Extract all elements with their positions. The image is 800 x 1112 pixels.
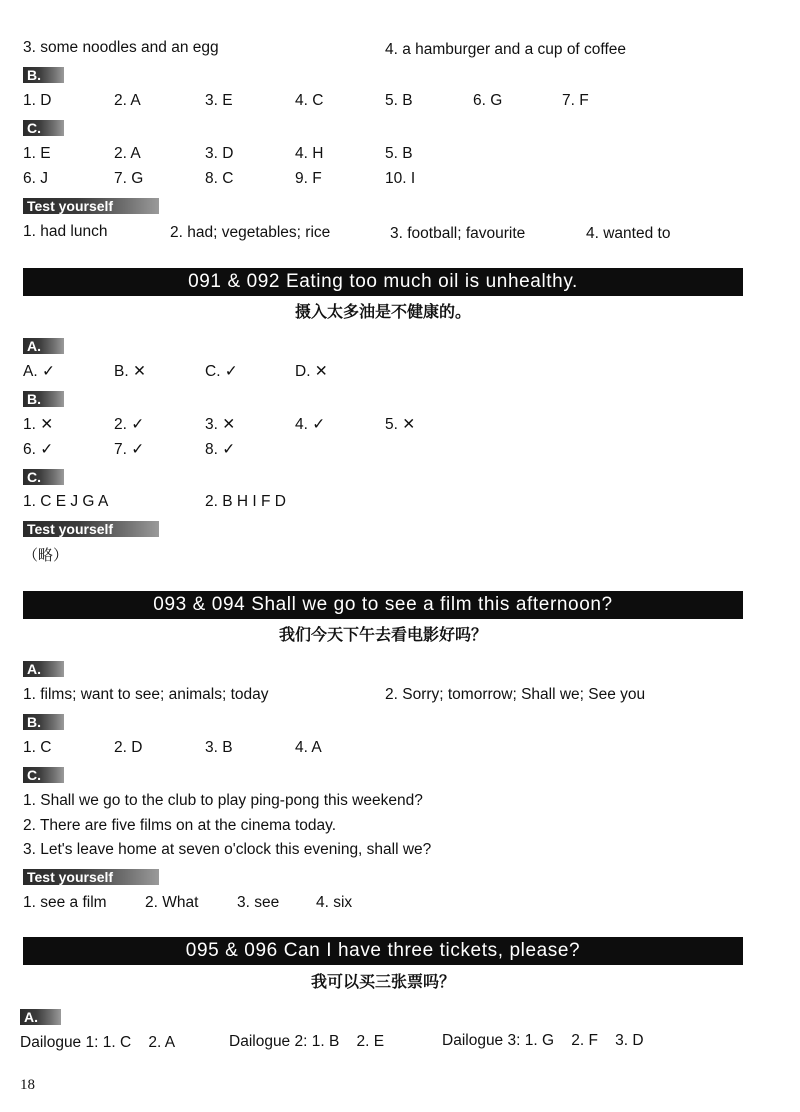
answer-item: 8. ✓ <box>205 441 236 458</box>
answer-item: 7. F <box>562 92 589 109</box>
answer-item: 4. wanted to <box>586 225 671 242</box>
answer-item: 4. six <box>316 894 353 911</box>
section-label-a: A. <box>23 661 64 677</box>
answer-item: C. ✓ <box>205 363 238 380</box>
answer-item: 1. had lunch <box>23 223 108 240</box>
answer-item: 3. football; favourite <box>390 225 526 242</box>
answer-item: 4. C <box>295 92 324 109</box>
answer-item: 7. ✓ <box>114 441 145 458</box>
answer-item: 6. ✓ <box>23 441 54 458</box>
lesson-banner: 095 & 096 Can I have three tickets, please? <box>23 937 743 965</box>
answer-item: B. ✕ <box>114 363 146 380</box>
section-label-a: A. <box>23 338 64 354</box>
answer-item: 3. B <box>205 739 233 756</box>
lesson-subtitle: 我可以买三张票吗？ <box>310 972 455 991</box>
section-label-b: B. <box>23 67 64 83</box>
answer-item: 1. see a film <box>23 894 107 911</box>
section-label-b: B. <box>23 391 64 407</box>
answer-item: 1. C <box>23 739 52 756</box>
answer-item: 7. G <box>114 170 144 187</box>
answer-item: 1. films; want to see; animals; today <box>23 686 269 703</box>
lesson-banner: 093 & 094 Shall we go to see a film this afternoon? <box>23 591 743 619</box>
answer-sentence: 2. There are five films on at the cinema today. <box>23 817 337 834</box>
answer-item: 1. D <box>23 92 52 109</box>
answer-item: 4. H <box>295 145 324 162</box>
page-number: 18 <box>20 1077 35 1093</box>
answer-item: 2. D <box>114 739 143 756</box>
section-label-c: C. <box>23 120 64 136</box>
answer-item: 3. some noodles and an egg <box>23 39 219 56</box>
answer-item: 2. had; vegetables; rice <box>170 224 331 241</box>
answer-item: （略） <box>23 546 69 564</box>
section-label-c: C. <box>23 469 64 485</box>
lesson-subtitle: 我们今天下午去看电影好吗？ <box>278 625 487 644</box>
section-label-c: C. <box>23 767 64 783</box>
answer-item: 1. ✕ <box>23 416 54 433</box>
answer-item: 3. ✕ <box>205 416 236 433</box>
section-label-test-yourself: Test yourself <box>23 521 159 537</box>
section-label-b: B. <box>23 714 64 730</box>
answer-item: Dailogue 3: 1. G 2. F 3. D <box>442 1032 644 1049</box>
answer-item: 2. A <box>114 92 141 109</box>
answer-item: 4. ✓ <box>295 416 326 433</box>
answer-item: 1. E <box>23 145 51 162</box>
answer-item: 10. I <box>385 170 416 187</box>
answer-item: 9. F <box>295 170 322 187</box>
lesson-banner: 091 & 092 Eating too much oil is unhealthy. <box>23 268 743 296</box>
answer-item: 5. ✕ <box>385 416 416 433</box>
answer-item: A. ✓ <box>23 363 55 380</box>
answer-item: 4. a hamburger and a cup of coffee <box>385 41 626 58</box>
answer-item: 2. ✓ <box>114 416 145 433</box>
answer-item: 6. J <box>23 170 48 187</box>
answer-item: 5. B <box>385 145 413 162</box>
section-label-test-yourself: Test yourself <box>23 198 159 214</box>
answer-sentence: 3. Let's leave home at seven o'clock this evening, shall we? <box>23 841 432 858</box>
answer-item: 3. D <box>205 145 234 162</box>
answer-item: D. ✕ <box>295 363 328 380</box>
answer-item: 2. Sorry; tomorrow; Shall we; See you <box>385 686 646 703</box>
answer-item: 2. A <box>114 145 141 162</box>
answer-item: 2. What <box>145 894 199 911</box>
answer-item: 3. E <box>205 92 233 109</box>
answer-item: 3. see <box>237 894 280 911</box>
answer-item: Dailogue 1: 1. C 2. A <box>20 1034 176 1051</box>
lesson-subtitle: 摄入太多油是不健康的。 <box>294 302 471 321</box>
answer-sentence: 1. Shall we go to the club to play ping-pong this weekend? <box>23 792 423 809</box>
answer-item: 5. B <box>385 92 413 109</box>
answer-item: Dailogue 2: 1. B 2. E <box>229 1033 385 1050</box>
answer-item: 4. A <box>295 739 322 756</box>
answer-item: 6. G <box>473 92 503 109</box>
answer-item: 2. B H I F D <box>205 493 286 510</box>
section-label-a: A. <box>20 1009 61 1025</box>
section-label-test-yourself: Test yourself <box>23 869 159 885</box>
answer-item: 8. C <box>205 170 234 187</box>
answer-item: 1. C E J G A <box>23 493 109 510</box>
